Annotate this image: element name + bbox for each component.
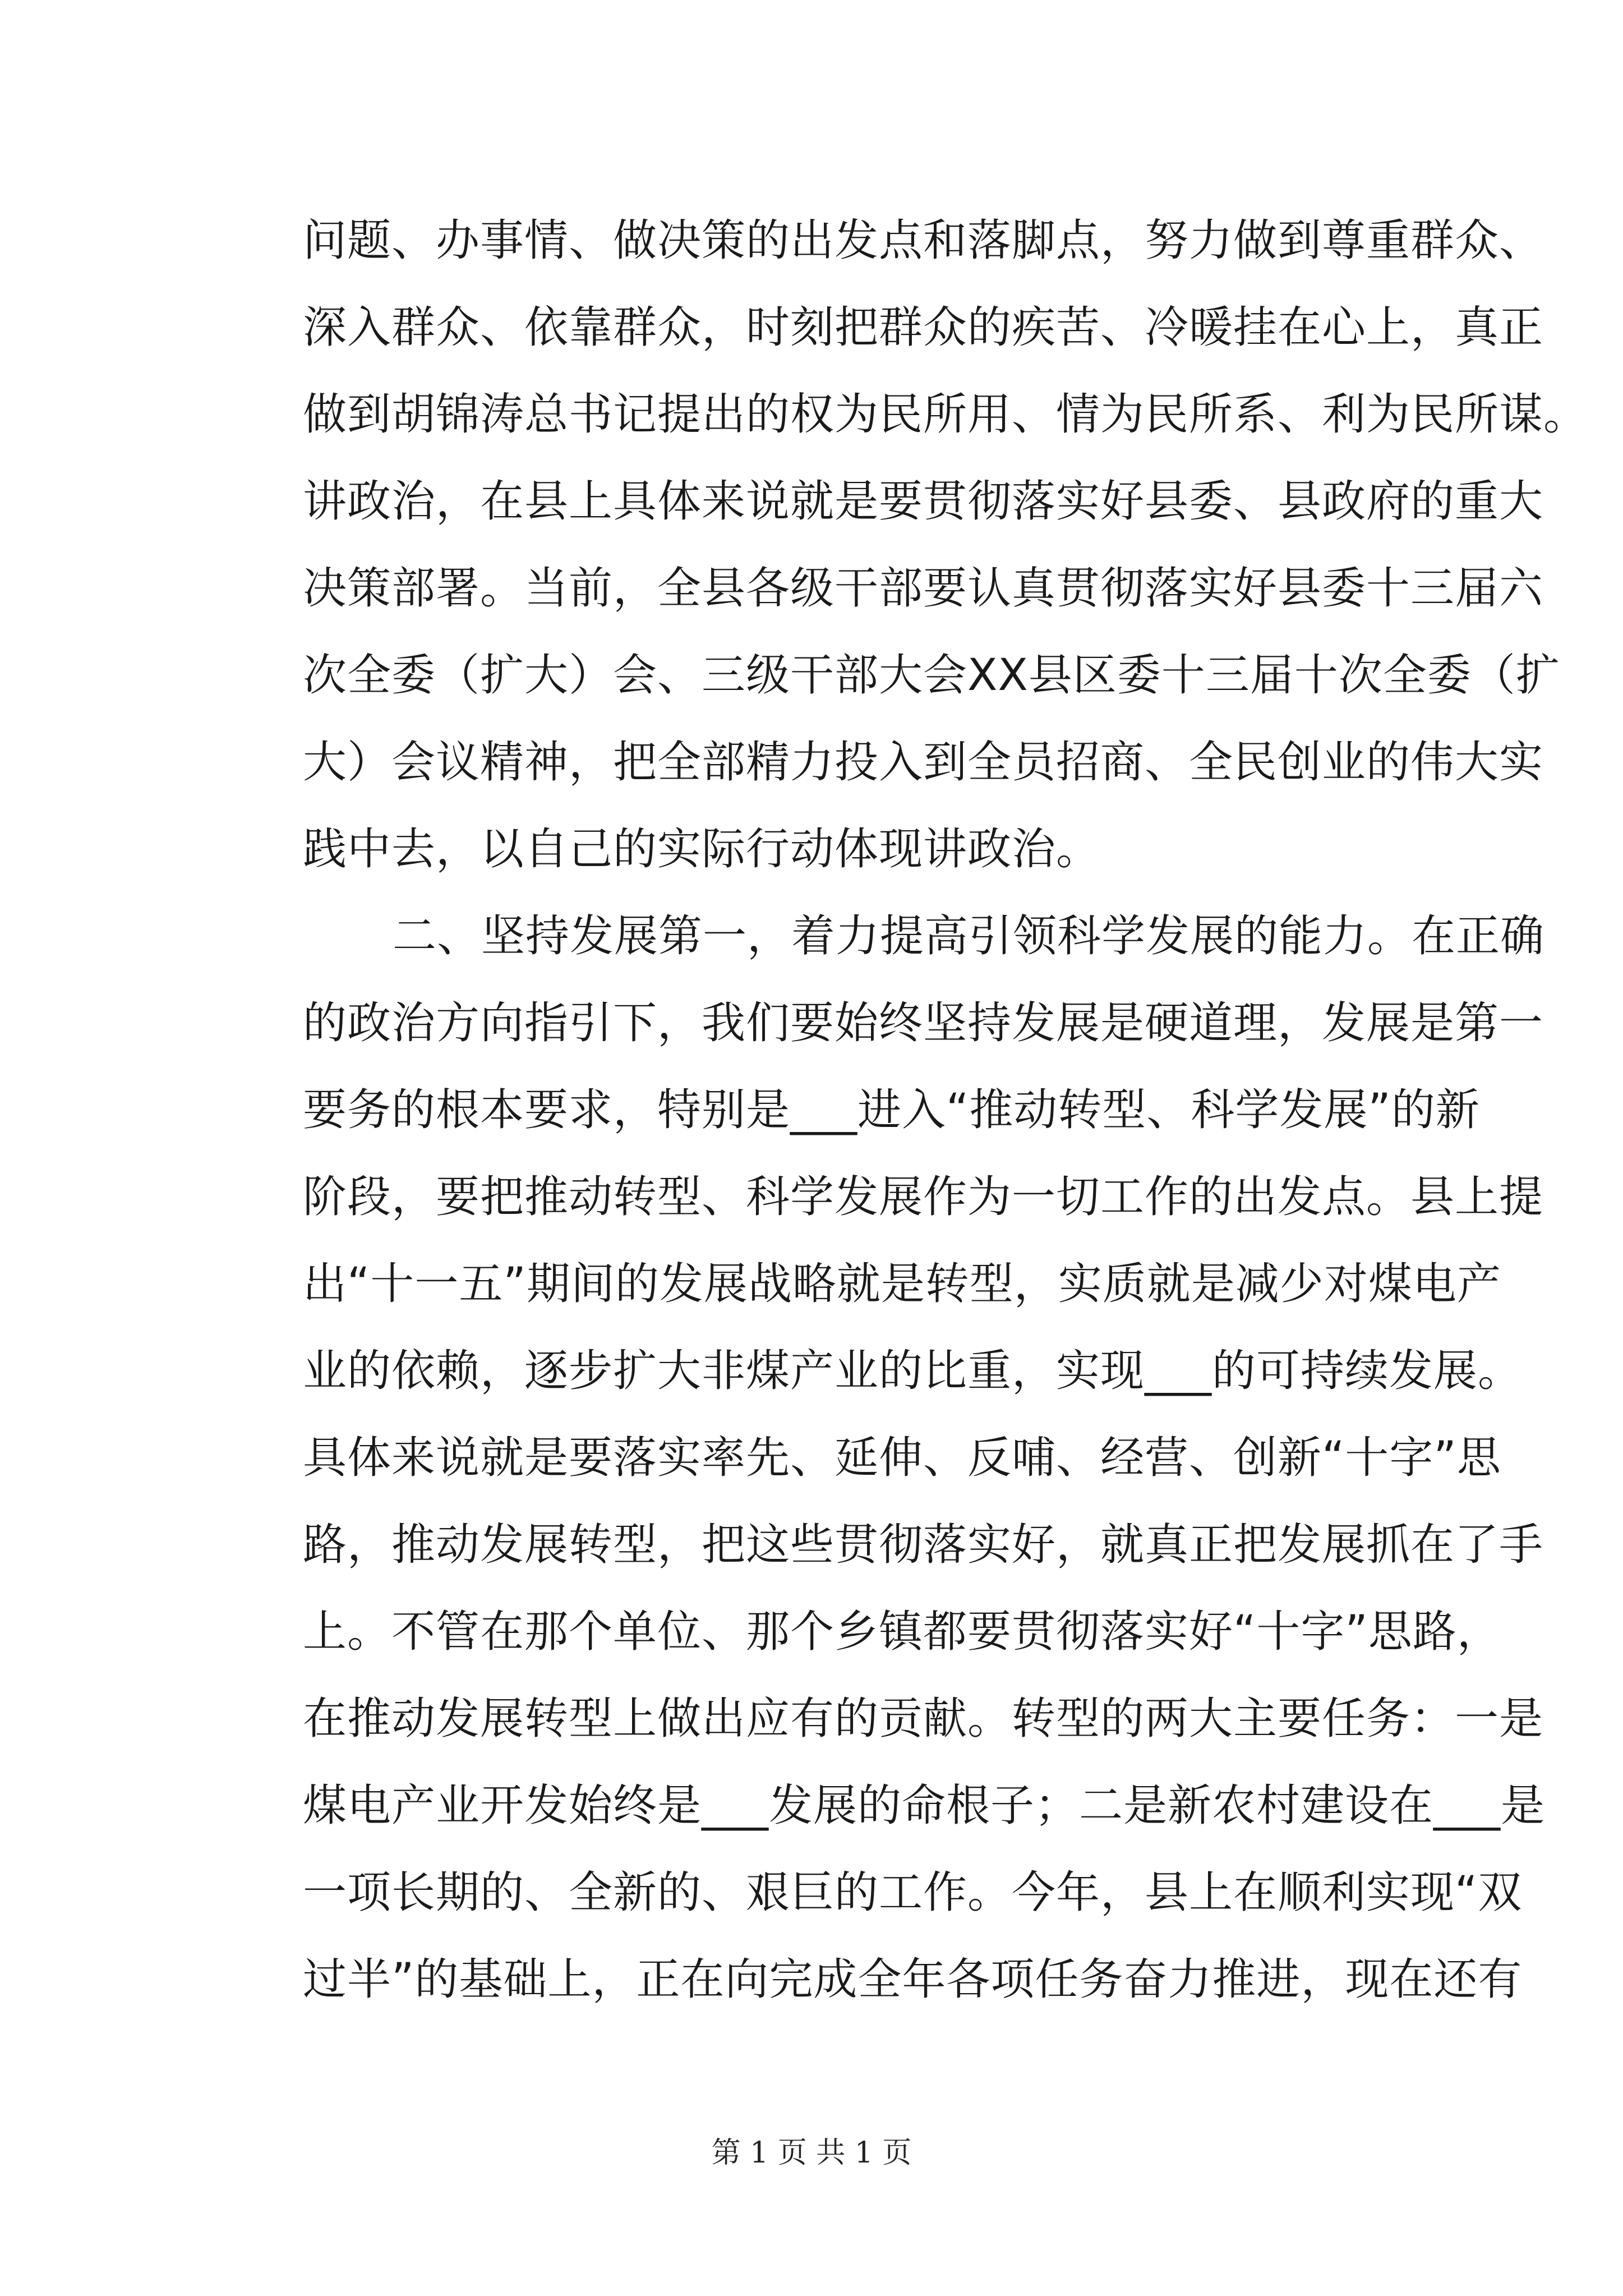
text-line: 业的依赖，逐步扩大非煤产业的比重，实现___的可持续发展。	[303, 1346, 1523, 1396]
text-line: 具体来说就是要落实率先、延伸、反哺、经营、创新“十字”思	[303, 1433, 1501, 1483]
text-line: 在推动发展转型上做出应有的贡献。转型的两大主要任务：一是	[303, 1694, 1544, 1744]
text-line: 决策部署。当前，全县各级干部要认真贯彻落实好县委十三届六	[303, 563, 1544, 614]
page-number-label: 第 1 页 共 1 页	[711, 2136, 912, 2170]
text-line: 路，推动发展转型，把这些贯彻落实好，就真正把发展抓在了手	[303, 1520, 1544, 1570]
document-body	[303, 197, 1588, 2023]
text-line: 上。不管在那个单位、那个乡镇都要贯彻落实好“十字”思路，	[303, 1607, 1501, 1657]
text-line: 煤电产业开发始终是___发展的命根子；二是新农村建设在___是	[303, 1780, 1546, 1831]
text-line: 过半”的基础上，正在向完成全年各项任务奋力推进，现在还有	[303, 1954, 1523, 2005]
text-line: 次全委（扩大）会、三级干部大会XX县区委十三届十次全委（扩	[303, 650, 1560, 701]
text-line: 要务的根本要求，特别是___进入“推动转型、科学发展”的新	[303, 1085, 1480, 1135]
text-line: 的政治方向指引下，我们要始终坚持发展是硬道理，发展是第一	[303, 998, 1544, 1048]
text-line: 一项长期的、全新的、艰巨的工作。今年，县上在顺利实现“双	[303, 1867, 1523, 1918]
paragraph-start-line: 二、坚持发展第一，着力提高引领科学发展的能力。在正确	[393, 911, 1545, 961]
text-line: 深入群众、依靠群众，时刻把群众的疾苦、冷暖挂在心上，真正	[303, 302, 1544, 353]
text-line: 问题、办事情、做决策的出发点和落脚点，努力做到尊重群众、	[303, 215, 1544, 266]
text-line: 践中去，以自己的实际行动体现讲政治。	[303, 824, 1101, 875]
page-footer	[0, 2129, 1623, 2171]
text-line: 讲政治，在县上具体来说就是要贯彻落实好县委、县政府的重大	[303, 476, 1544, 527]
text-line: 出“十一五”期间的发展战略就是转型，实质就是减少对煤电产	[303, 1259, 1501, 1309]
text-line: 做到胡锦涛总书记提出的权为民所用、情为民所系、利为民所谋。	[303, 389, 1588, 440]
text-line: 大）会议精神，把全部精力投入到全员招商、全民创业的伟大实	[303, 737, 1544, 788]
text-line: 阶段，要把推动转型、科学发展作为一切工作的出发点。县上提	[303, 1172, 1544, 1222]
